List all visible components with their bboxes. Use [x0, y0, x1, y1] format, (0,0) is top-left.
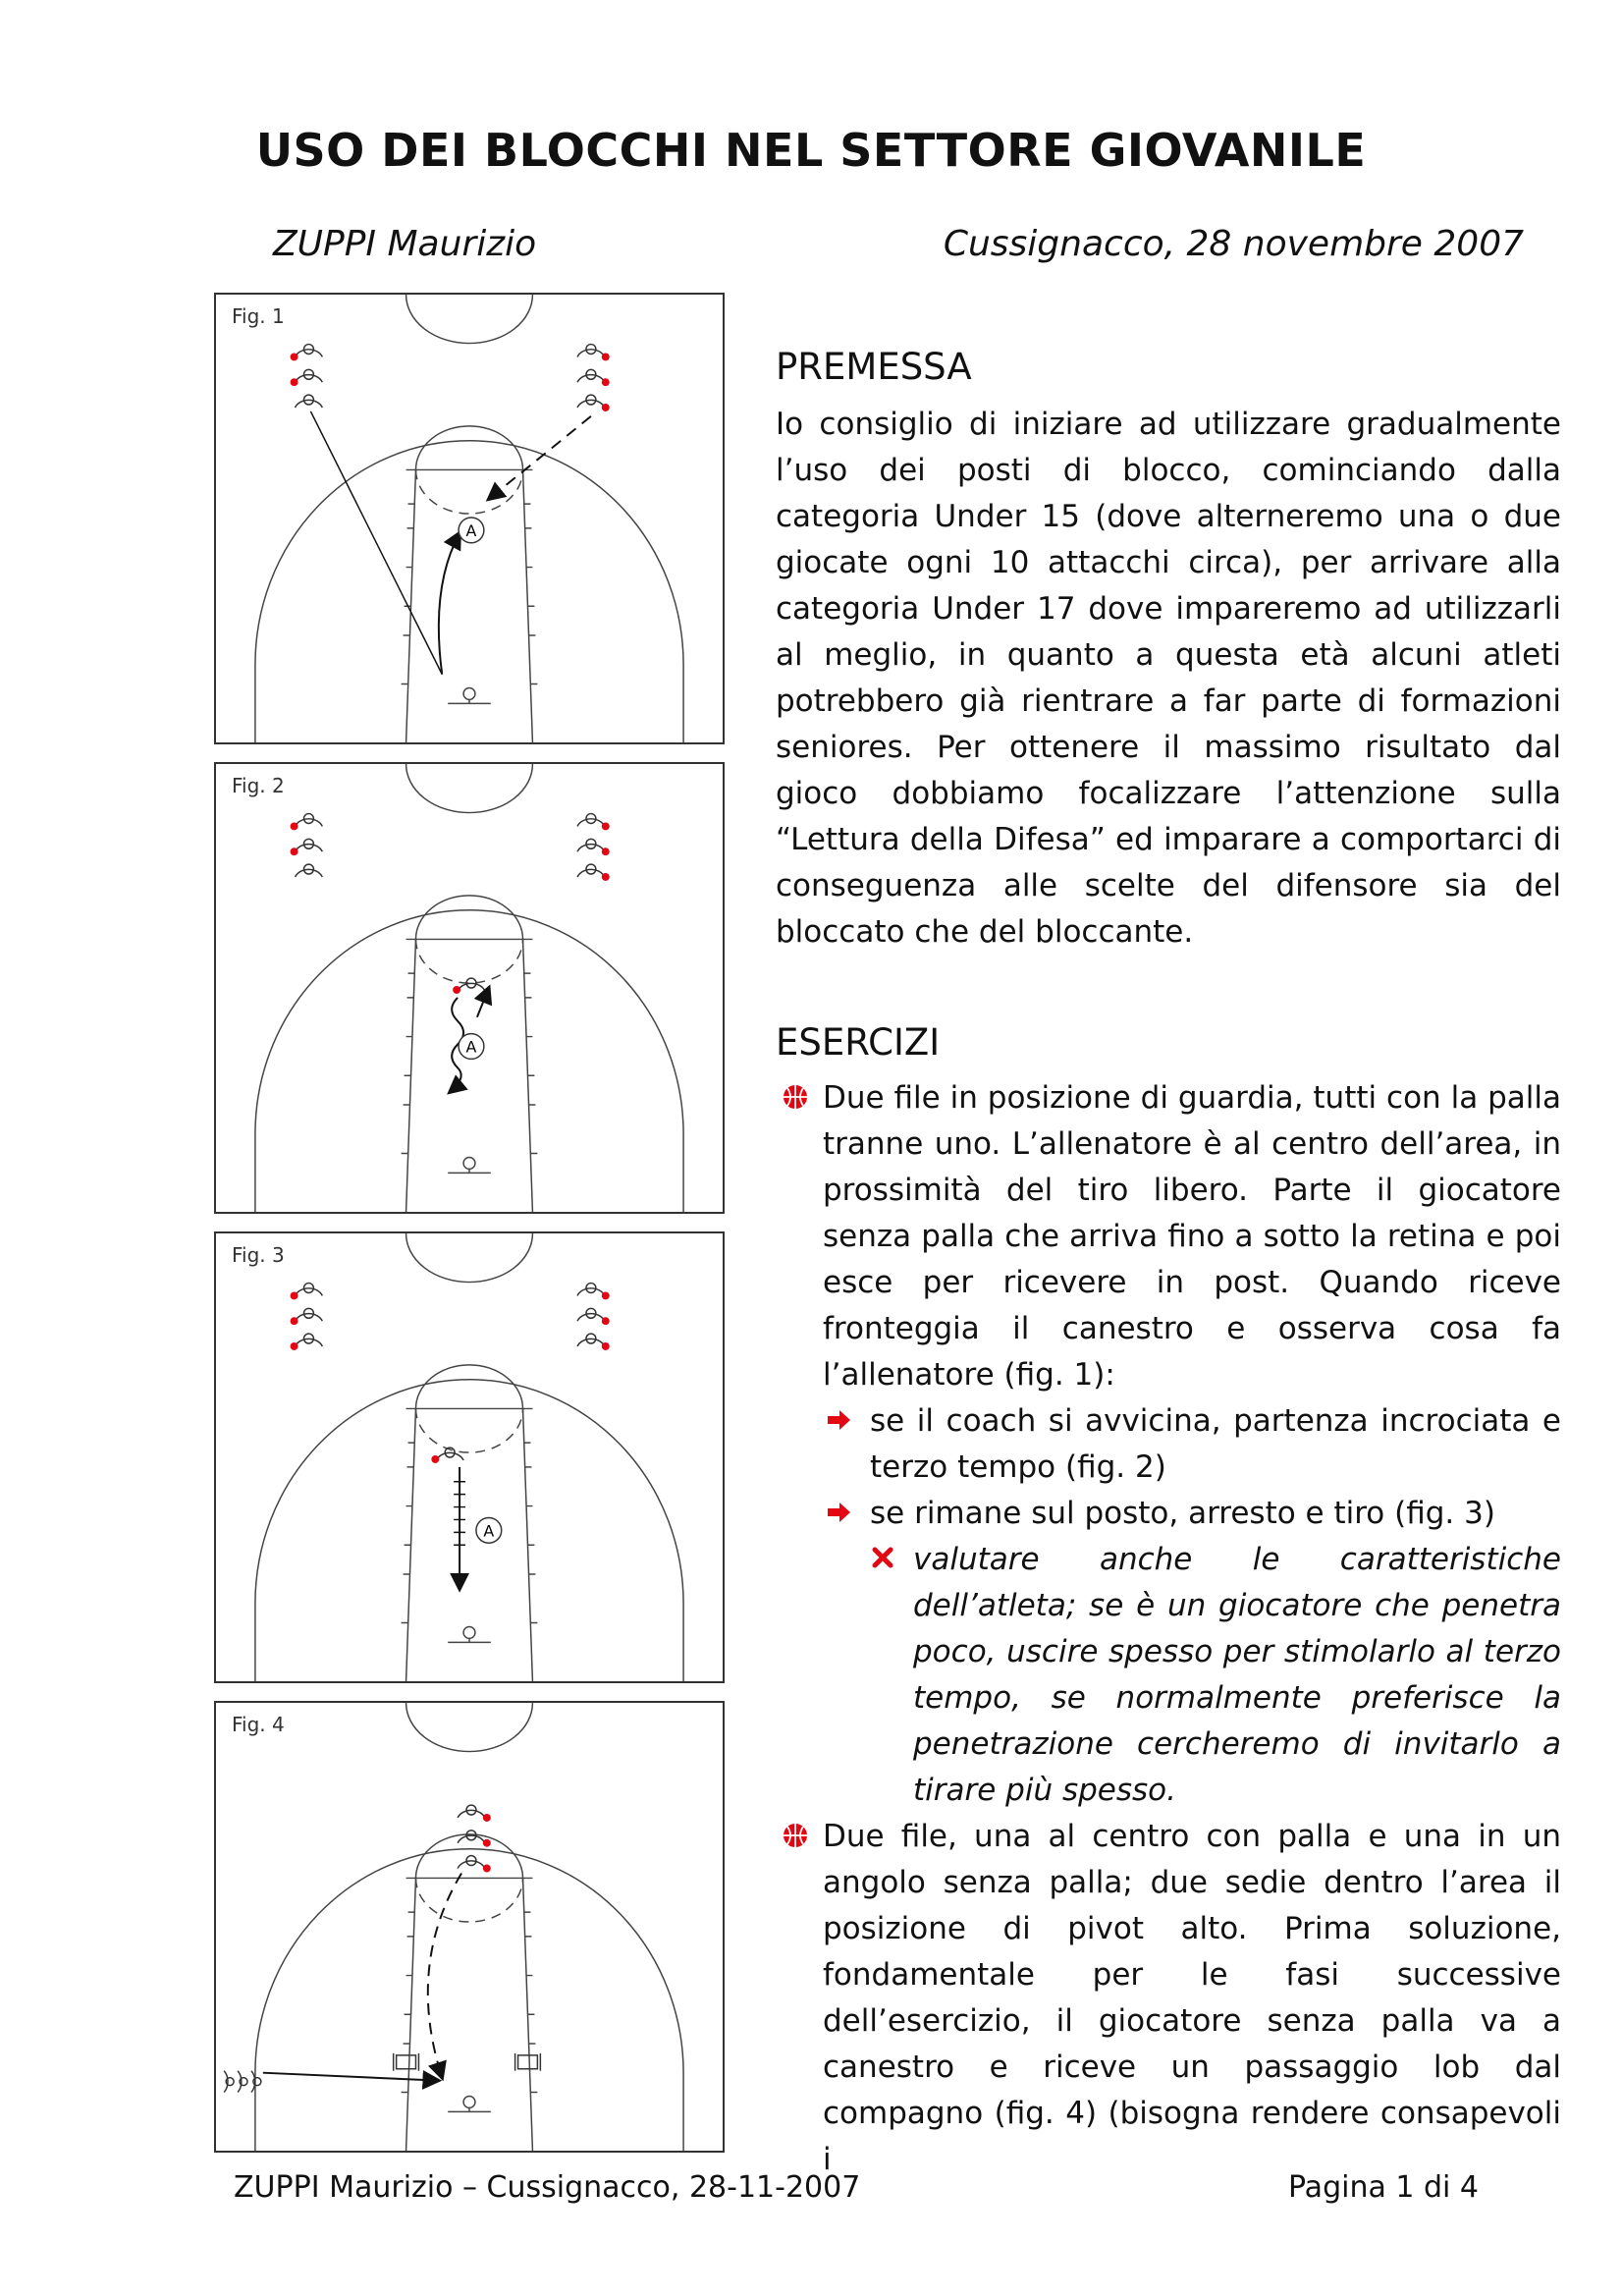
court-diagram-1 [216, 295, 723, 742]
figure-label: Fig. 2 [232, 774, 285, 797]
page-title: USO DEI BLOCCHI NEL SETTORE GIOVANILE [255, 124, 1367, 177]
ball-marker [453, 986, 460, 994]
place-date: Cussignacco, 28 novembre 2007 [943, 224, 1524, 264]
exercise-item-2 [776, 1814, 1561, 2183]
arrow-right-icon [825, 1406, 852, 1434]
ball-marker [291, 378, 298, 386]
page-number: Pagina 1 di 4 [1287, 2170, 1479, 2205]
sub-item-1 [776, 1398, 1561, 1491]
premessa-heading: PREMESSA [776, 346, 972, 388]
sub-item-2 [776, 1491, 1561, 1537]
figure-3-court [214, 1231, 725, 1683]
chair-marker [394, 2053, 419, 2071]
ball-marker [291, 822, 298, 830]
ball-marker [602, 404, 610, 411]
ball-marker [431, 1455, 439, 1463]
court-diagram-2 [216, 764, 723, 1212]
figure-2-court [214, 762, 725, 1214]
court-diagram-3 [216, 1233, 723, 1681]
premessa-section [776, 346, 1561, 956]
ball-marker [602, 822, 610, 830]
ball-marker [602, 353, 610, 360]
figure-label: Fig. 4 [232, 1713, 285, 1736]
ball-marker [483, 1839, 491, 1847]
basketball-icon [780, 1081, 811, 1113]
ball-marker [291, 1291, 298, 1299]
svg-text:A: A [465, 520, 477, 540]
footer-author-date: ZUPPI Maurizio – Cussignacco, 28-11-2007 [234, 2170, 861, 2205]
ball-marker [602, 847, 610, 855]
ball-marker [602, 378, 610, 386]
ball-marker [483, 1814, 491, 1822]
arrow-right-icon [825, 1499, 852, 1526]
sub-sub-item-1 [776, 1537, 1561, 1814]
ball-marker [602, 873, 610, 881]
cross-icon [870, 1545, 895, 1570]
exercise-item-1-text: Due file in posizione di guardia, tutti con la palla tranne uno. L’allenatore è al centro dell’area, in prossimità del tiro libero. Parte il giocatore senza palla che arriva fino a sotto la retina e poi esce per ricevere in post. Quando riceve fronteggia il canestro e osserva cosa fa l’allenatore (fig. 1): [823, 1080, 1561, 1393]
author-name: ZUPPI Maurizio [273, 224, 537, 264]
ball-marker [602, 1317, 610, 1325]
sub-sub-item-1-text: valutare anche le caratteristiche dell’atleta; se è un giocatore che penetra poco, uscire spesso per stimolarlo al terzo tempo, se normalmente preferisce la penetrazione cercheremo di invitarlo a tirare più spesso. [913, 1542, 1561, 1808]
ball-marker [483, 1865, 491, 1873]
ball-marker [291, 847, 298, 855]
svg-text:A: A [465, 1037, 477, 1057]
esercizi-section [776, 1021, 1561, 2183]
ball-marker [291, 1317, 298, 1325]
ball-marker [602, 1291, 610, 1299]
figure-label: Fig. 1 [232, 304, 285, 328]
esercizi-heading: ESERCIZI [776, 1021, 941, 1064]
figure-1-court [214, 293, 725, 744]
ball-marker [291, 1342, 298, 1350]
sub-item-2-text: se rimane sul posto, arresto e tiro (fig. 3) [870, 1496, 1495, 1531]
svg-text:A: A [483, 1521, 495, 1541]
sub-item-1-text: se il coach si avvicina, partenza incrociata e terzo tempo (fig. 2) [870, 1403, 1561, 1485]
figure-label: Fig. 3 [232, 1243, 285, 1267]
figure-4-court [214, 1701, 725, 2153]
ball-marker [291, 353, 298, 360]
basketball-icon [780, 1820, 811, 1851]
exercise-item-2-text: Due file, una al centro con palla e una in un angolo senza palla; due sedie dentro l’area il posizione di pivot alto. Prima soluzione, fondamentale per le fasi successive dell’esercizio, il giocatore senza palla va a canestro e riceve un passaggio lob dal compagno (fig. 4) (bisogna rendere consapevoli i [823, 1819, 1561, 2177]
exercise-item-1 [776, 1075, 1561, 1398]
chair-marker [515, 2053, 541, 2071]
court-diagram-4 [216, 1703, 723, 2151]
ball-marker [602, 1342, 610, 1350]
premessa-text: Io consiglio di iniziare ad utilizzare gradualmente l’uso dei posti di blocco, cominciando dalla categoria Under 15 (dove alterneremo una o due giocate ogni 10 attacchi circa), per arrivare alla categoria Under 17 dove impareremo ad utilizzarli al meglio, in quanto a questa età alcuni atleti potrebbero già rientrare a far parte di formazioni seniores. Per ottenere il massimo risultato dal gioco dobbiamo focalizzare l’attenzione sulla “Lettura della Difesa” ed imparare a comportarci di conseguenza alle scelte del difensore sia del bloccato che del bloccante. [776, 407, 1561, 950]
